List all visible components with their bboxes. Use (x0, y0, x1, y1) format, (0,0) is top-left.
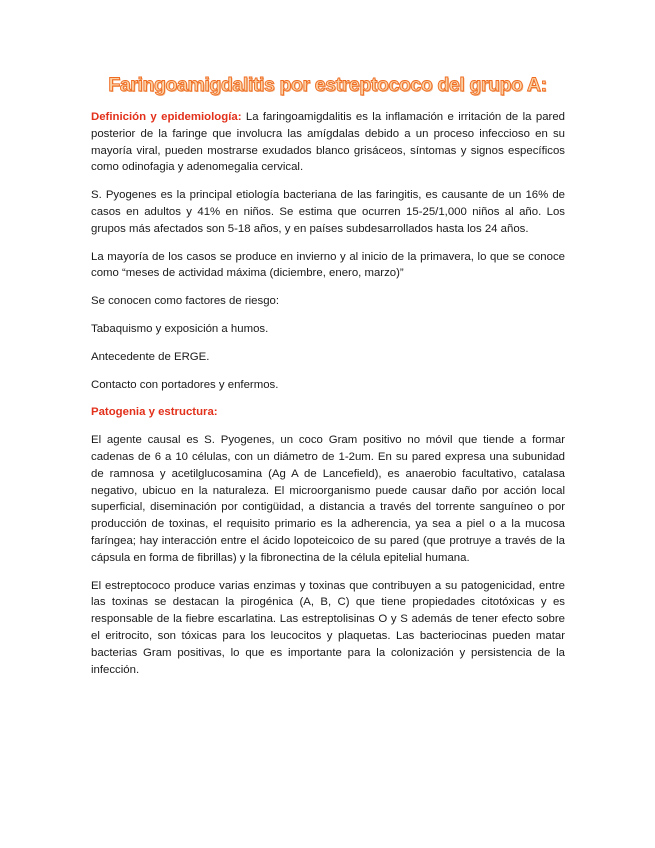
document-body (91, 109, 565, 689)
document-title: Faringoamigdalitis por estreptococo del grupo A: (108, 74, 547, 96)
toxins-paragraph: El estreptococo produce varias enzimas y toxinas que contribuyen a su patogenicidad, entre las toxinas se destacan la pirogénica (A, B, C) que tiene propiedades citotóxicas y es responsable de la fiebre escarlatina. Las estreptolisinas O y S además de tener efecto sobre el eritrocito, son tóxicas para los leucocitos y plaquetas. Las bacteriocinas pueden matar bacterias Gram positivas, lo que es importante para la colonización y persistencia de la infección. (91, 579, 565, 676)
definition-paragraph (91, 109, 565, 176)
season-paragraph: La mayoría de los casos se produce en invierno y al inicio de la primavera, lo que se conoce como “meses de actividad máxima (diciembre, enero, marzo)” (91, 250, 565, 280)
definition-text: La faringoamigdalitis es la inflamación e irritación de la pared posterior de la faringe que involucra las amígdalas debido a un proceso infeccioso en su mayoría viral, pueden mostrarse exudados blanco grisáceos, síntomas y signos específicos como odinofagia y adenomegalia cervical. (91, 111, 565, 174)
risk-factor-item: Tabaquismo y exposición a humos. (91, 322, 269, 335)
etiology-paragraph: S. Pyogenes es la principal etiología bacteriana de las faringitis, es causante de un 16% de casos en adultos y 41% en niños. Se estima que ocurren 15-25/1,000 niños al año. Los grupos más afectados son 5-18 años, y en países subdesarrollados hasta los 24 años. (91, 189, 565, 235)
risk-factor-item: Antecedente de ERGE. (91, 350, 210, 363)
definition-heading: Definición y epidemiología: (91, 111, 242, 123)
risk-factor-item: Contacto con portadores y enfermos. (91, 378, 279, 391)
risk-intro: Se conocen como factores de riesgo: (91, 295, 280, 308)
pathogenesis-paragraph: El agente causal es S. Pyogenes, un coco Gram positivo no móvil que tiende a formar cadenas de 6 a 10 células, con un diámetro de 1-2um. En su pared expresa una subunidad de ramnosa y acetilglucosamina (Ag A de Lancefield), es anaerobio facultativo, catalasa negativo, ubicuo en la naturaleza. El microorganismo puede causar daño por acción local superficial, diseminación por contigüidad, a distancia a través del torrente sanguíneo o por producción de toxinas, el requisito primario es la adherencia, ya sea a piel o a la mucosa faríngea; hay interacción entre el ácido lopoteicoico de su pared (que protruye a través de la cápsula en forma de fibrillas) y la fibronectina de la célula epitelial humana. (91, 434, 565, 564)
pathogenesis-heading: Patogenia y estructura: (91, 406, 218, 419)
